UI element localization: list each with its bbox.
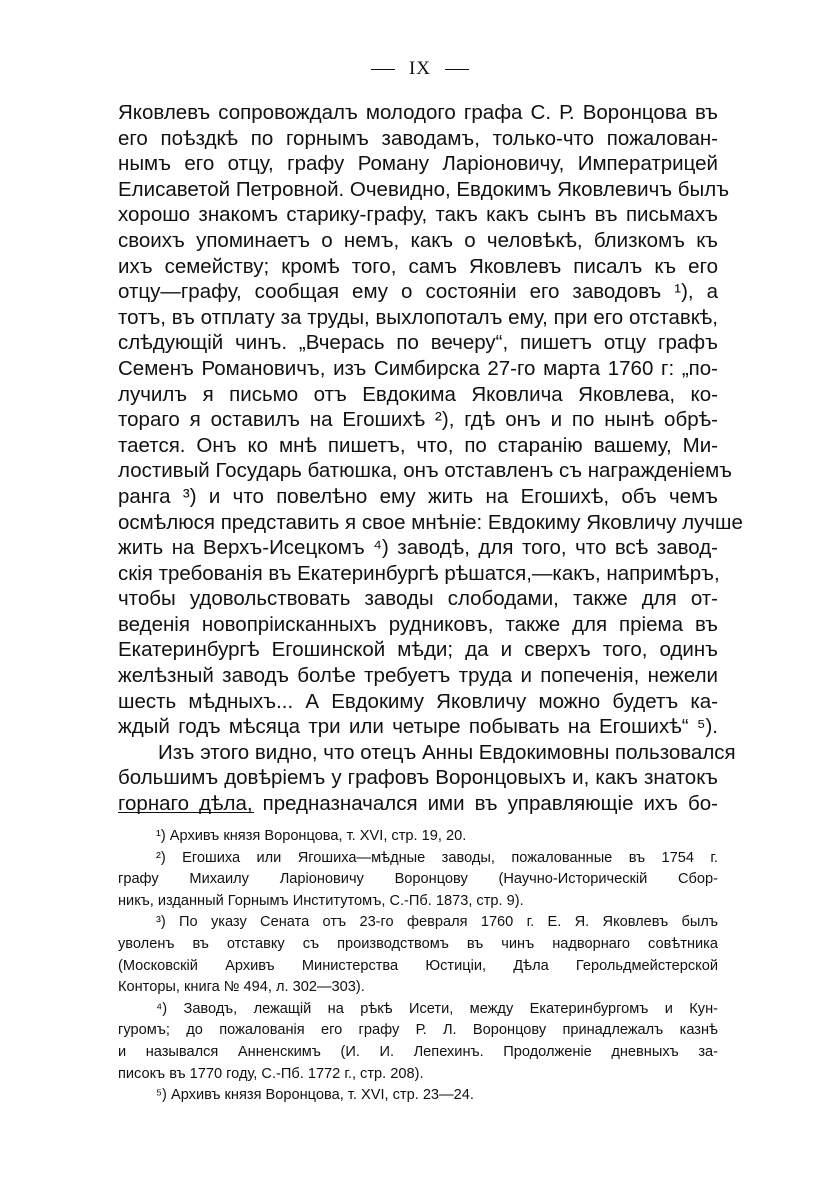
dash-right (445, 69, 469, 70)
text-line: жить на Верхъ-Исецкомъ ⁴) заводѣ, для того, что всѣ завод- (118, 536, 718, 560)
footnote-2-line: ²) Егошиха или Ягошиха—мѣдные заводы, пожалованные въ 1754 г. (156, 849, 718, 866)
text-line: Елисаветой Петровной. Очевидно, Евдокимъ Яковлевичъ былъ (118, 177, 730, 201)
text-line: хорошо знакомъ старику-графу, такъ какъ сынъ въ письмахъ (118, 203, 718, 227)
text-line: Яковлевъ сопровождалъ молодого графа С. Р. Воронцова въ (118, 101, 718, 124)
page-number-header (0, 58, 840, 80)
text-line: осмѣлюся представить я свое мнѣніе: Евдокиму Яковличу лучше (118, 510, 743, 534)
text-line: лучилъ я письмо отъ Евдокима Яковлича Яковлева, ко- (118, 382, 718, 406)
text-line: отцу—графу, сообщая ему о состояніи его заводовъ ¹), а (118, 280, 718, 304)
footnote-3-line: уволенъ въ отставку съ производствомъ въ чинъ надворнаго совѣтника (118, 935, 718, 952)
footnote-separator (118, 812, 254, 813)
text-line: ждый годъ мѣсяца три или четыре побывать на Егошихѣ“ ⁵). (118, 715, 718, 739)
text-line: слѣдующій чинъ. „Вчерась по вечеру“, пишетъ отцу графъ (118, 331, 718, 355)
text-line: чтобы удовольствовать заводы слободами, также для от- (118, 587, 718, 611)
text-line: Екатеринбургѣ Егошинской мѣди; да и сверхъ того, одинъ (118, 638, 718, 662)
text-line: тается. Онъ ко мнѣ пишетъ, что, по старанію вашему, Ми- (118, 433, 718, 457)
footnote-4-line: писокъ въ 1770 году, С.-Пб. 1772 г., стр. 208). (118, 1065, 424, 1082)
text-line: шесть мѣдныхъ... А Евдокиму Яковличу можно будетъ ка- (118, 689, 718, 713)
footnote-3-line: ³) По указу Сената отъ 23-го февраля 1760 г. Е. Я. Яковлевъ былъ (156, 914, 718, 931)
text-line: горнаго дѣла, предназначался ими въ управляющіе ихъ бо- (118, 792, 718, 816)
footnote-4-line: гуромъ; до пожалованія его графу Р. Л. Воронцову принадлежалъ казнѣ (118, 1022, 718, 1039)
text-line: веденія новопріисканныхъ рудниковъ, также для пріема въ (118, 612, 718, 636)
footnote-2-line: никъ, изданный Горнымъ Институтомъ, С.-Пб. 1873, стр. 9). (118, 892, 524, 909)
text-line-paragraph-start: Изъ этого видно, что отецъ Анны Евдокимовны пользовался (158, 740, 736, 764)
text-line: ранга ³) и что повелѣно ему жить на Егошихѣ, объ чемъ (118, 484, 718, 508)
text-line: нымъ его отцу, графу Роману Ларіоновичу, Императрицей (118, 152, 718, 176)
text-line: тотъ, въ отплату за труды, выхлопоталъ ему, при его отставкѣ, (118, 305, 718, 329)
text-line: его поѣздкѣ по горнымъ заводамъ, только-что пожалован- (118, 126, 718, 150)
main-text (118, 100, 743, 817)
text-line: скія требованія въ Екатеринбургѣ рѣшатся,—какъ, напримѣръ, (118, 561, 720, 585)
text-line: тораго я оставилъ на Егошихѣ ²), гдѣ онъ и по нынѣ обрѣ- (118, 408, 718, 432)
text-line: большимъ довѣріемъ у графовъ Воронцовыхъ и, какъ знатокъ (118, 766, 718, 790)
text-line: желѣзный заводъ болѣе требуетъ труда и попеченія, нежели (118, 664, 718, 688)
footnotes (118, 826, 718, 1107)
text-line: своихъ упоминаетъ о немъ, какъ о человѣкѣ, близкомъ къ (118, 228, 718, 252)
dash-left (371, 69, 395, 70)
footnote-3-line: Конторы, книга № 494, л. 302—303). (118, 979, 365, 996)
text-line: Семенъ Романовичъ, изъ Симбирска 27-го марта 1760 г: „по- (118, 356, 718, 380)
footnote-4-line: ⁴) Заводъ, лежащій на рѣкѣ Исети, между Екатеринбургомъ и Кун- (156, 1000, 718, 1017)
footnote-2-line: графу Михаилу Ларіоновичу Воронцову (Научно-Историческій Сбор- (118, 871, 718, 888)
footnote-5-line: ⁵) Архивъ князя Воронцова, т. XVI, стр. 23—24. (156, 1087, 474, 1104)
text-line: лостивый Государь батюшка, онъ отставленъ съ награжденіемъ (118, 459, 732, 483)
footnote-4-line: и назывался Анненскимъ (И. И. Лепехинъ. Продолженіе дневныхъ за- (118, 1043, 718, 1060)
footnote-1-line: ¹) Архивъ князя Воронцова, т. XVI, стр. 19, 20. (156, 828, 467, 844)
page-number: IX (408, 58, 432, 79)
text-line: ихъ семейству; кромѣ того, самъ Яковлевъ писалъ къ его (118, 254, 718, 278)
footnote-3-line: (Московскій Архивъ Министерства Юстиціи, Дѣла Герольдмейстерской (118, 957, 718, 974)
